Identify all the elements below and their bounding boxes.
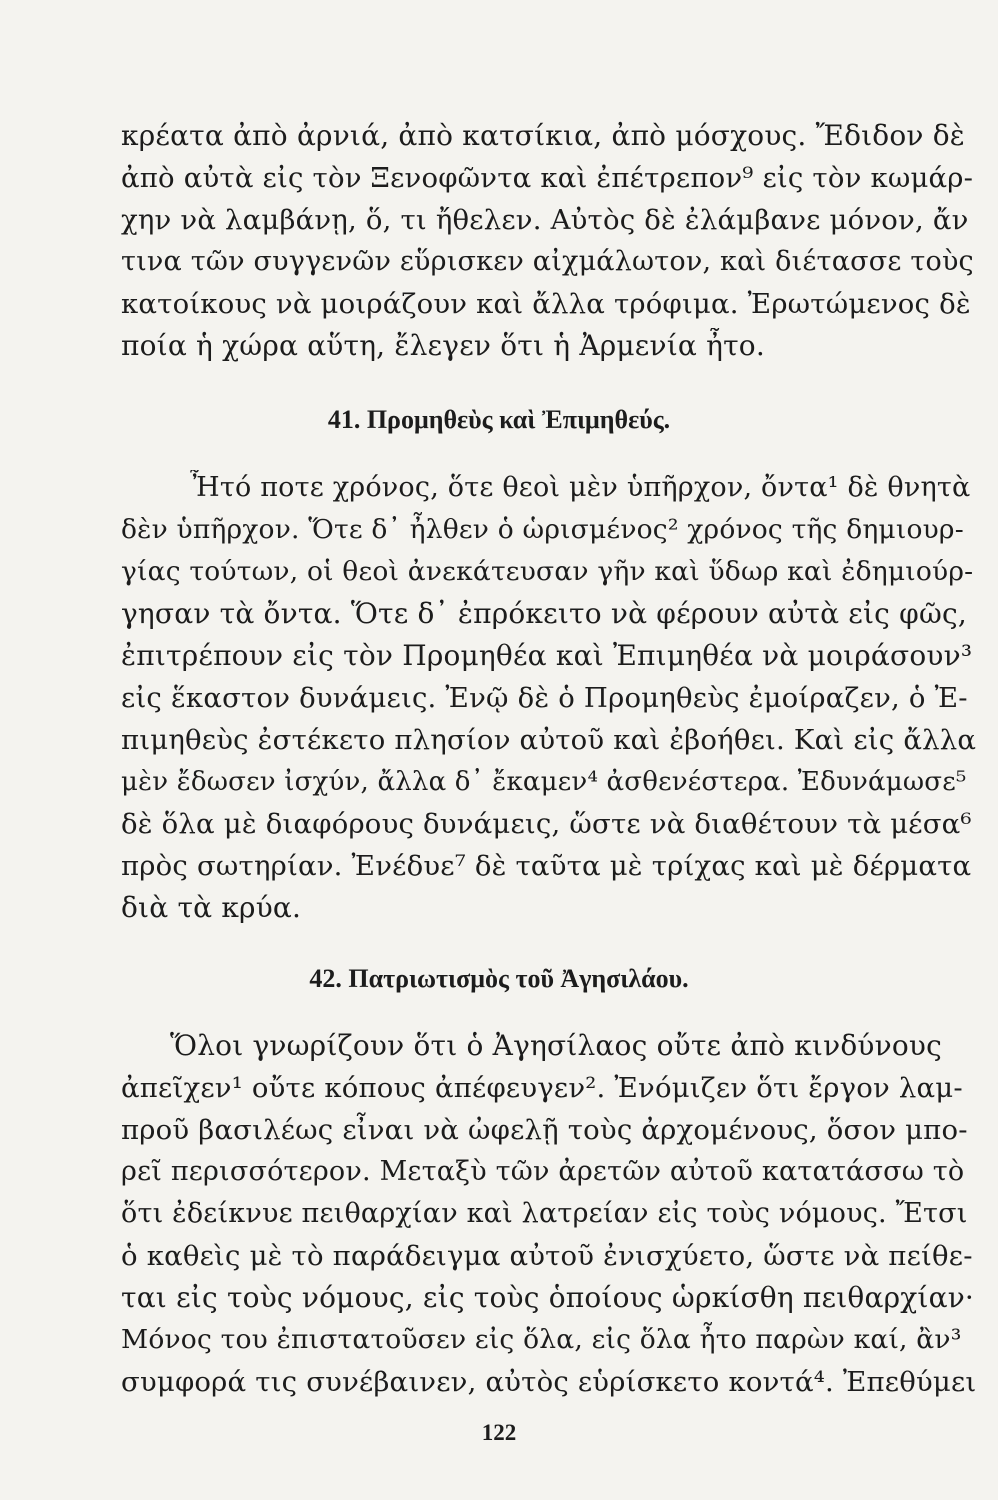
text-line: ὅτι ἐδείκνυε πειθαρχίαν καὶ λατρείαν εἰς τοὺς νόμους. Ἔτσι xyxy=(121,1198,968,1229)
text-line: συμφορά τις συνέβαινεν, αὐτὸς εὑρίσκετο κοντά⁴. Ἐπεθύμει xyxy=(121,1366,976,1398)
text-line: εἰς ἕκαστον δυνάμεις. Ἐνῷ δὲ ὁ Προμηθεὺς ἐμοίραζεν, ὁ Ἐ- xyxy=(121,682,968,714)
text-line: ὁ καθεὶς μὲ τὸ παράδειγμα αὐτοῦ ἐνισχύετο, ὥστε νὰ πείθε- xyxy=(121,1240,973,1272)
text-line: ἀπεῖχεν¹ οὔτε κόπους ἀπέφευγεν². Ἐνόμιζεν ὅτι ἔργον λαμ- xyxy=(121,1072,963,1104)
text-line: Ὅλοι γνωρίζουν ὅτι ὁ Ἀγησίλαος οὔτε ἀπὸ κινδύνους xyxy=(170,1029,942,1062)
page-number: 122 xyxy=(481,1420,517,1445)
text-line: προῦ βασιλέως εἶναι νὰ ὠφελῇ τοὺς ἀρχομένους, ὅσον μπο- xyxy=(121,1114,968,1146)
text-line: Ἦτό ποτε χρόνος, ὅτε θεοὶ μὲν ὑπῆρχον, ὄντα¹ δὲ θνητὰ xyxy=(190,472,971,503)
text-line: ποία ἡ χώρα αὕτη, ἔλεγεν ὅτι ἡ Ἀρμενία ἦτο. xyxy=(121,329,765,362)
text-line: ρεῖ περισσότερον. Μεταξὺ τῶν ἀρετῶν αὐτοῦ κατατάσσω τὸ xyxy=(121,1156,965,1187)
text-line: γησαν τὰ ὄντα. Ὅτε δ᾽ ἐπρόκειτο νὰ φέρουν αὐτὰ εἰς φῶς, xyxy=(121,597,967,630)
text-line: ἐπιτρέπουν εἰς τὸν Προμηθέα καὶ Ἐπιμηθέα νὰ μοιράσουν³ xyxy=(121,639,973,672)
text-line: χην νὰ λαμβάνῃ, ὅ, τι ἤθελεν. Αὐτὸς δὲ ἐλάμβανε μόνον, ἄν xyxy=(121,204,969,236)
text-line: διὰ τὰ κρύα. xyxy=(121,891,302,924)
text-line: κατοίκους νὰ μοιράζουν καὶ ἄλλα τρόφιμα. Ἐρωτώμενος δὲ xyxy=(121,288,971,320)
text-line: πρὸς σωτηρίαν. Ἐνέδυε⁷ δὲ ταῦτα μὲ τρίχας καὶ μὲ δέρματα xyxy=(121,850,972,882)
text-line: ἀπὸ αὐτὰ εἰς τὸν Ξενοφῶντα καὶ ἐπέτρεπον⁹ εἰς τὸν κωμάρ- xyxy=(121,162,974,194)
text-line: τινα τῶν συγγενῶν εὕρισκεν αἰχμάλωτον, καὶ διέτασσε τοὺς xyxy=(121,246,974,277)
section-heading-41: 41. Προμηθεὺς καὶ Ἐπιμηθεύς. xyxy=(327,405,671,434)
text-line: ται εἰς τοὺς νόμους, εἰς τοὺς ὁποίους ὡρκίσθη πειθαρχίαν· xyxy=(121,1281,975,1314)
text-line: πιμηθεὺς ἐστέκετο πλησίον αὐτοῦ καὶ ἐβοήθει. Καὶ εἰς ἄλλα xyxy=(121,724,976,756)
text-line: δὲ ὅλα μὲ διαφόρους δυνάμεις, ὥστε νὰ διαθέτουν τὰ μέσα⁶ xyxy=(121,808,972,840)
section-heading-42: 42. Πατριωτισμὸς τοῦ Ἀγησιλάου. xyxy=(309,964,689,993)
text-line: δὲν ὑπῆρχον. Ὅτε δ᾽ ἦλθεν ὁ ὡρισμένος² χρόνος τῆς δημιουρ- xyxy=(121,514,964,545)
text-line: κρέατα ἀπὸ ἀρνιά, ἀπὸ κατσίκια, ἀπὸ μόσχους. Ἔδιδον δὲ xyxy=(121,119,966,152)
text-line: μὲν ἔδωσεν ἰσχύν, ἄλλα δ᾽ ἔκαμεν⁴ ἀσθενέστερα. Ἐδυνάμωσε⁵ xyxy=(121,767,967,797)
text-line: Μόνος του ἐπιστατοῦσεν εἰς ὅλα, εἰς ὅλα ἦτο παρὼν καί, ἂν³ xyxy=(121,1324,962,1355)
text-line: γίας τούτων, οἱ θεοὶ ἀνεκάτευσαν γῆν καὶ ὕδωρ καὶ ἐδημιούρ- xyxy=(121,556,974,587)
